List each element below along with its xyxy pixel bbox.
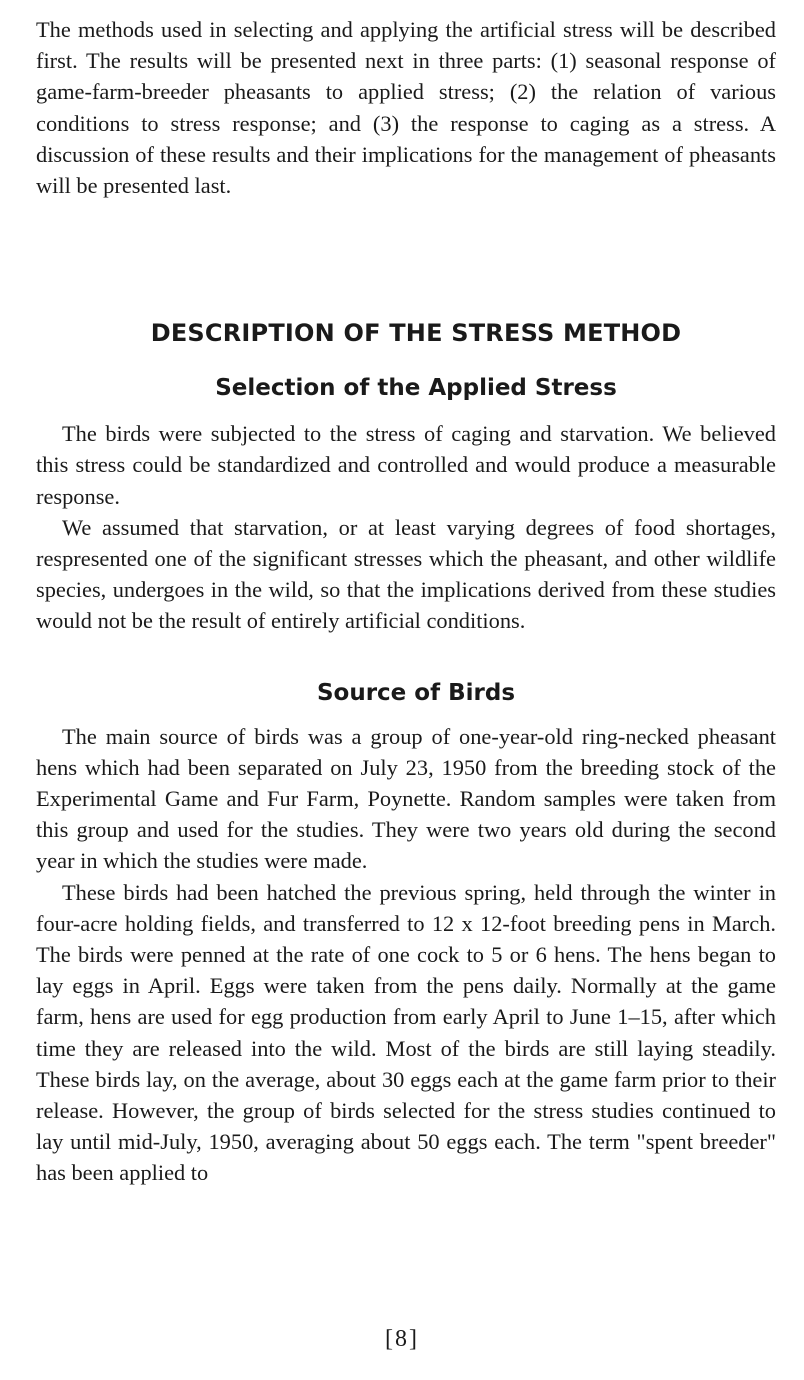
section-heading: DESCRIPTION OF THE STRESS METHOD [150, 319, 682, 348]
subsection-heading-selection: Selection of the Applied Stress [215, 375, 617, 402]
subsection-heading-source: Source of Birds [316, 679, 516, 706]
section-heading-wrap [36, 316, 776, 372]
paragraph: These birds had been hatched the previous spring, held through the winter in four-acre holding fields, and transferred to 12 x 12-foot breeding pens in March. The birds were penned at the rate of one cock to 5 or 6 hens. The hens began to lay eggs in April. Eggs were taken from the pens daily. Normally at the game farm, hens are used for egg production from early April to June 1–15, after which time they are released into the wild. Most of the birds are still laying steadily. These birds lay, on the average, about 30 eggs each at the game farm prior to their release. However, the group of birds selected for the stress studies continued to lay until mid-July, 1950, averaging about 50 eggs each. The term "spent breeder" has been applied to [36, 879, 776, 1186]
spacer [36, 201, 776, 316]
paragraph: The birds were subjected to the stress of caging and starvation. We believed this stress could be standardized and controlled and would produce a measurable response. [36, 421, 776, 509]
document-page [36, 14, 776, 1189]
subsection-heading-wrap [36, 372, 776, 418]
page-number: [8] [385, 1326, 419, 1352]
paragraph: We assumed that starvation, or at least varying degrees of food shortages, respresented one of the significant stresses which the pheasant, and other wildlife species, undergoes in the wild, so that the implications derived from these studies would not be the result of entirely artificial conditions. [36, 514, 776, 634]
subsection-heading-wrap [36, 677, 776, 721]
intro-paragraph: The methods used in selecting and applying the artificial stress will be described first. The results will be presented next in three parts: (1) seasonal response of game-farm-breeder pheasants to applied stress; (2) the relation of various conditions to stress response; and (3) the response to caging as a stress. A discussion of these results and their implications for the management of pheasants will be presented last. [36, 17, 776, 199]
paragraph: The main source of birds was a group of one-year-old ring-necked pheasant hens which had been separated on July 23, 1950 from the breeding stock of the Experimental Game and Fur Farm, Poynette. Random samples were taken from this group and used for the studies. They were two years old during the second year in which the studies were made. [36, 723, 776, 874]
